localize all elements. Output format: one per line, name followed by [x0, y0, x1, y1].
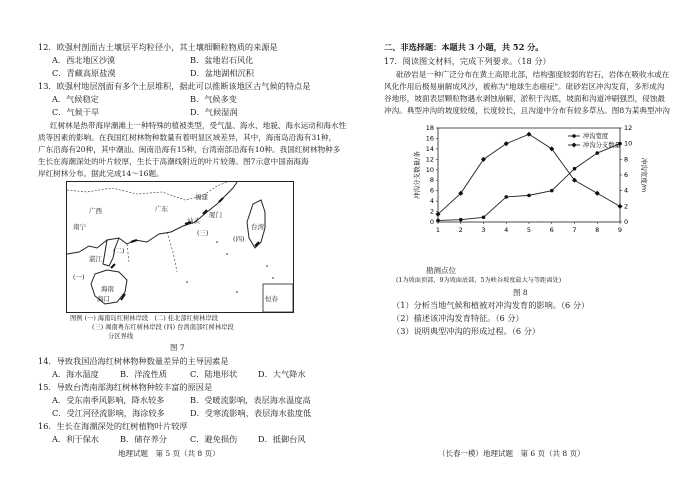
q14-option-b[interactable]: B．洋流性质	[120, 369, 167, 379]
series-2-point	[481, 157, 486, 162]
gully-chart	[410, 120, 650, 270]
y-left-tick-label: 0	[429, 218, 434, 226]
q16-option-d[interactable]: D．抵御台风	[258, 434, 306, 444]
q12-stem: 12．欧强村剖面古土壤层平均粒径小，其土壤细颗粒物质的来源是	[38, 42, 278, 52]
x-tick-label: 9	[617, 226, 623, 234]
series-1-point	[573, 167, 577, 171]
q14-option-c[interactable]: C．陆地形状	[190, 369, 238, 379]
map-label-region-4: (四)	[233, 235, 245, 243]
map-label-guangxi: 广西	[89, 207, 102, 215]
q12-option-a[interactable]: A．西北地区沙漠	[52, 55, 116, 65]
map-label-guangdong: 广东	[155, 205, 168, 213]
x-tick-label: 5	[526, 226, 532, 234]
map-legend-line-2: (三) 闽南粤东红树林岸段 (四) 台湾南部红树林岸段	[92, 324, 234, 331]
y-left-tick-label: 16	[425, 134, 434, 143]
map-label-xiamen: 厦门	[209, 211, 222, 219]
q16-stem: 16．生长在海潮深处的红树植物叶片较厚	[38, 421, 188, 431]
map-label-zhanjiang: 湛江	[89, 255, 102, 263]
q15-option-a[interactable]: A．受东南季风影响，降水较多	[52, 395, 165, 405]
map-label-haikou: 海口	[97, 295, 110, 303]
y-left-tick-label: 4	[429, 197, 434, 206]
passage-line-2: 质等因素的影响。在我国红树林物种数量有着明显区域差异，其中，海南岛沿海有31种，	[38, 133, 337, 142]
figure-8-caption: 图 8	[513, 288, 528, 297]
q15-option-d[interactable]: D．受寒流影响，表层海水盐度低	[190, 408, 312, 418]
chart-xnote: (1为坡面顶部，9为坡面底部，5为峡谷坡度最大与等距离处)	[396, 277, 562, 284]
map-label-shantou: 汕头	[187, 217, 200, 225]
map-label-region-2: (二)	[113, 247, 125, 255]
x-tick-label: 7	[572, 226, 577, 234]
passage-line-1: 红树林是热带海岸潮滩上一种特殊的植被类型，受气温、海水、地貌、海水运动和海水性	[50, 121, 347, 130]
q12-option-d[interactable]: D．盆地湖相沉积	[190, 68, 254, 78]
series-2-point	[526, 132, 531, 137]
y-right-tick-label: 2	[624, 202, 629, 211]
series-1-point	[504, 195, 508, 199]
q16-option-b[interactable]: B．储存养分	[120, 434, 167, 444]
y-right-tick-label: 0	[624, 218, 629, 226]
y-right-tick-label: 12	[624, 124, 633, 132]
q16-option-c[interactable]: C．避免损伤	[190, 434, 238, 444]
q14-option-a[interactable]: A．海水温度	[52, 369, 99, 379]
chart-xlabel: 勘测点位	[426, 266, 456, 275]
y-left-tick-label: 18	[425, 124, 434, 132]
series-1-point	[527, 194, 531, 198]
series-1-point	[436, 219, 440, 223]
x-tick-label: 2	[458, 226, 463, 234]
y-left-tick-label: 6	[429, 186, 434, 195]
mangrove-map	[66, 181, 294, 313]
y-right-tick-label: 8	[624, 155, 629, 164]
q17-passage-line-2: 风化作用后极易崩解成风沙，被称为"地球生态癌症"。砒砂岩区冲沟发育，多形成沟	[384, 82, 665, 91]
passage-line-3: 广东沿海有20种，其中潮汕、闽南沿海有15种，台湾南部沿海有10种。我国红树林物种多	[38, 145, 341, 154]
q17-passage-line-3: 谷地形，坡面表层颗粒物遇水剥蚀崩解，淤积于沟底，坡面和沟道冲刷强烈，侵蚀最	[384, 94, 665, 103]
legend-label-1: 冲沟宽度	[583, 133, 609, 141]
y-left-tick-label: 2	[429, 207, 434, 216]
map-label-region-1: (一)	[73, 273, 85, 281]
map-legend-line-1: 图例 (一) 海南岛红树林岸段 (二) 桂北部红树林岸段	[70, 315, 219, 322]
legend-marker-1	[572, 134, 576, 138]
q17-passage-line-1: 砒砂岩是一种广泛分布在黄土高原北部，结构强度较弱的岩石，岩体在吸收水或在	[396, 70, 670, 79]
y-left-axis-label: 冲沟分支数量/条	[413, 151, 421, 199]
q14-stem: 14．导致我国沿海红树林物种数量差异的主导因素是	[38, 356, 229, 366]
series-1-point	[482, 216, 486, 220]
q17-sub-2: （2）描述该冲沟发育特征。（6 分）	[392, 313, 524, 323]
series-2-point	[617, 204, 622, 209]
left-page-footer: 地理试题 第 5 页（共 8 页）	[118, 449, 220, 458]
series-2-point	[504, 141, 509, 146]
q15-option-c[interactable]: C．受江河径流影响，海涂较多	[52, 408, 165, 418]
legend-label-2: 冲沟分支数量	[583, 142, 621, 150]
x-tick-label: 6	[549, 226, 554, 234]
q15-stem: 15．导致台湾南部海红树林物种较丰富的原因是	[38, 382, 213, 392]
q14-option-d[interactable]: D．大气降水	[258, 369, 306, 379]
y-left-tick-label: 14	[425, 144, 434, 153]
series-1-point	[595, 151, 599, 155]
q16-option-a[interactable]: A．利于保水	[52, 434, 99, 444]
map-label-taiwan: 台湾	[251, 223, 264, 231]
map-label-fujian: 福建	[195, 193, 208, 201]
q13-stem: 13．欧强村地层剖面有多个土层堆积，据此可以推断该地区古气候的特点是	[38, 81, 311, 91]
x-tick-label: 1	[435, 226, 441, 234]
q17-sub-3: （3）说明典型冲沟的形成过程。（6 分）	[392, 326, 541, 336]
q12-option-b[interactable]: B．盆地岩石风化	[190, 55, 254, 65]
y-left-tick-label: 12	[425, 155, 434, 164]
series-2-point	[595, 191, 600, 196]
y-right-tick-label: 6	[624, 171, 629, 179]
y-right-axis-label: 冲沟宽度/m	[640, 157, 648, 193]
x-tick-label: 3	[481, 226, 486, 234]
q13-option-d[interactable]: D．气候湿润	[190, 107, 238, 117]
figure-7-caption: 图 7	[170, 343, 185, 352]
map-label-hengchun: 恒春	[265, 295, 278, 303]
legend-marker-2	[571, 142, 576, 147]
q13-option-c[interactable]: C．气候干旱	[52, 107, 100, 117]
right-page-footer: （长春一模）地理试题 第 6 页（共 8 页）	[438, 449, 585, 458]
q17-sub-1: （1）分析当地气候和植被对冲沟发育的影响。（6 分）	[392, 300, 590, 310]
map-legend-boundary: 分区界线	[108, 333, 134, 340]
series-line-1	[438, 144, 620, 221]
map-label-hainan: 海南	[101, 285, 114, 293]
map-label-nanning: 南宁	[73, 223, 86, 231]
passage-line-5: 岸红树林分布。据此完成14～16题。	[38, 169, 164, 178]
q17-stem: 17．阅读图文材料，完成下列要求。（18 分）	[384, 56, 551, 66]
q15-option-b[interactable]: B．受暖流影响，表层海水温度高	[190, 395, 311, 405]
q12-option-c[interactable]: C．青藏高原盐漠	[52, 68, 116, 78]
x-tick-label: 8	[595, 226, 600, 234]
passage-line-4: 生长在海潮深处的叶片较厚，生长于高潮线附近的叶片较薄。图7示意中国南海海	[38, 157, 309, 166]
x-tick-label: 4	[504, 226, 509, 234]
y-left-tick-label: 10	[425, 165, 434, 174]
y-right-tick-label: 10	[624, 139, 633, 148]
y-left-tick-label: 8	[429, 176, 434, 185]
y-right-tick-label: 4	[624, 186, 629, 195]
series-1-point	[459, 218, 463, 222]
section-heading: 二、非选择题：本题共 3 小题，共 52 分。	[384, 42, 544, 52]
q17-passage-line-4: 冲沟。典型冲沟的坡度较缓，长度较长，且沟道中分布有较多草丛。图8为某典型冲沟	[384, 106, 670, 115]
q13-option-b[interactable]: B．气候多变	[190, 94, 237, 104]
map-label-region-3: (三)	[197, 229, 209, 237]
q13-option-a[interactable]: A．气候稳定	[52, 94, 99, 104]
series-1-point	[550, 189, 554, 193]
